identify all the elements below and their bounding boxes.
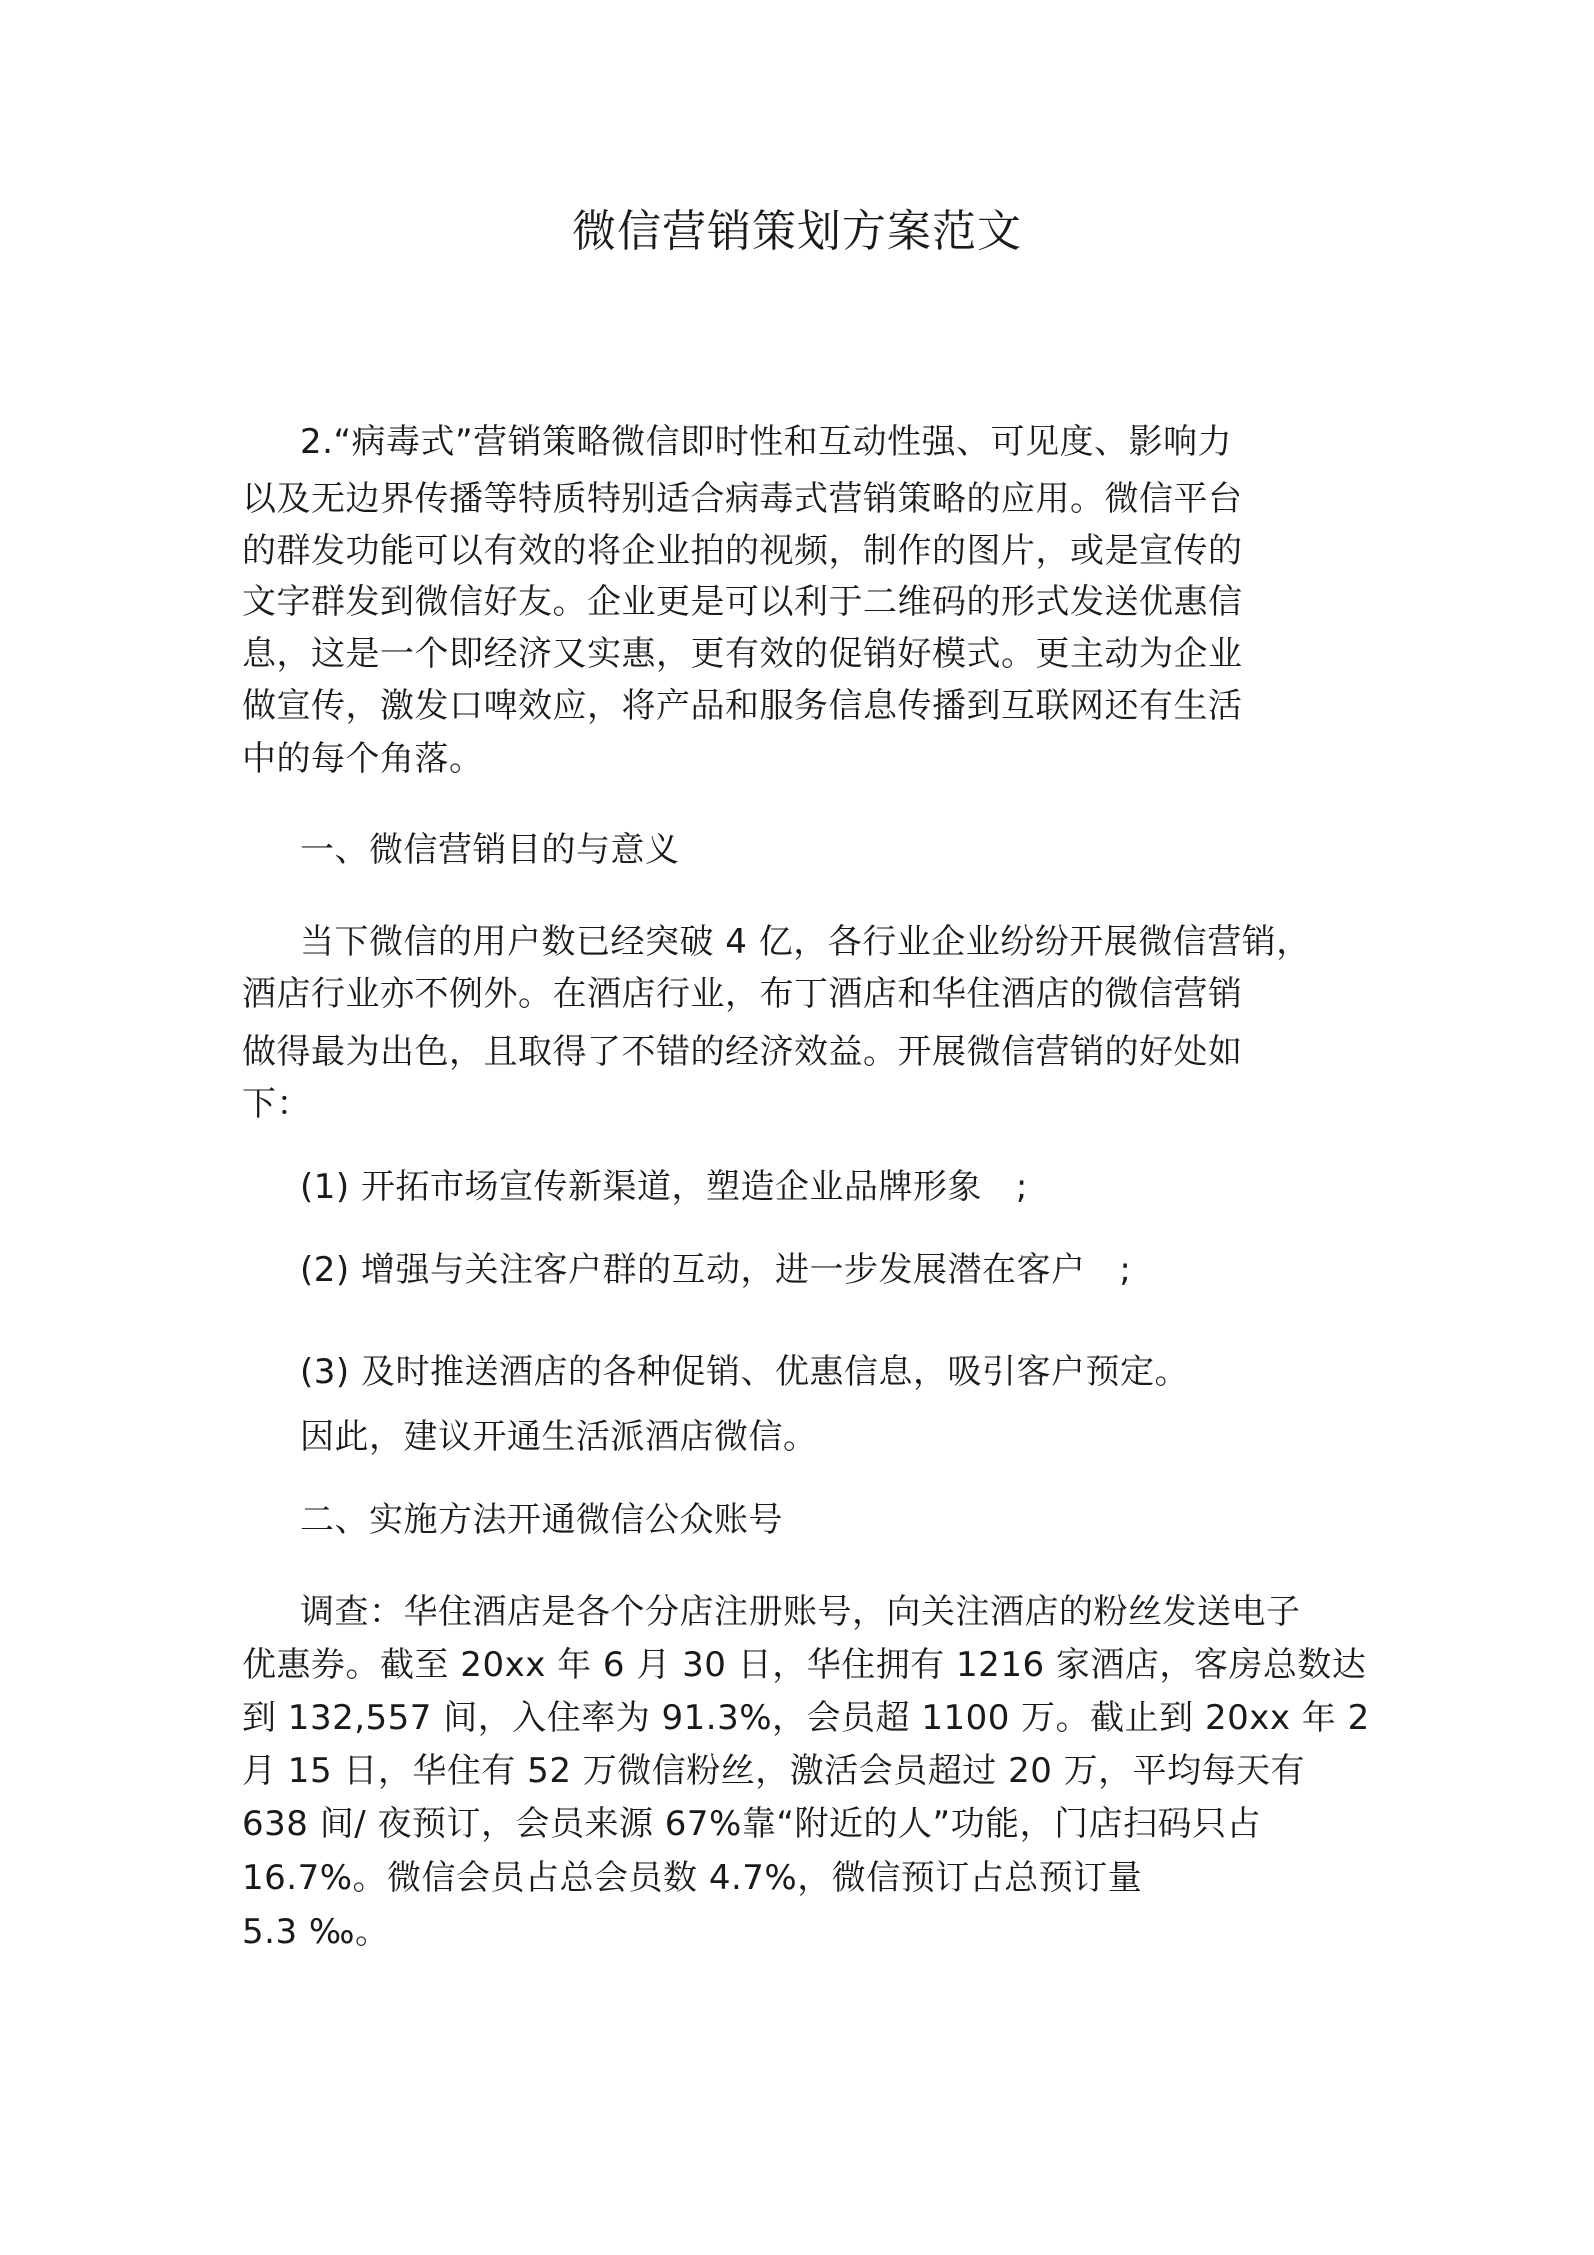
- paragraph-line: 以及无边界传播等特质特别适合病毒式营销策略的应用。微信平台: [242, 479, 1243, 519]
- paragraph-line: 的群发功能可以有效的将企业拍的视频，制作的图片，或是宣传的: [242, 531, 1243, 571]
- paragraph-line: 中的每个角落。: [242, 739, 484, 779]
- list-item: (3) 及时推送酒店的各种促销、优惠信息，吸引客户预定。: [300, 1352, 1189, 1392]
- paragraph-line: 5.3 ‰。: [242, 1912, 390, 1952]
- paragraph-line: 做宣传，激发口啤效应，将产品和服务信息传播到互联网还有生活: [242, 686, 1243, 726]
- paragraph-line: 做得最为出色，且取得了不错的经济效益。开展微信营销的好处如: [242, 1032, 1243, 1072]
- paragraph-line: 优惠券。截至 20xx 年 6 月 30 日，华住拥有 1216 家酒店，客房总数达: [242, 1645, 1367, 1685]
- paragraph-line: 因此，建议开通生活派酒店微信。: [300, 1417, 818, 1457]
- document-title: 微信营销策划方案范文: [572, 206, 1022, 257]
- paragraph-line: 下：: [242, 1084, 311, 1124]
- paragraph-line: 调查：华住酒店是各个分店注册账号，向关注酒店的粉丝发送电子: [300, 1592, 1301, 1632]
- list-item: (2) 增强与关注客户群的互动，进一步发展潜在客户 ;: [300, 1250, 1132, 1290]
- paragraph-line: 月 15 日，华住有 52 万微信粉丝，激活会员超过 20 万，平均每天有: [242, 1751, 1306, 1791]
- paragraph-line: 16.7%。微信会员占总会员数 4.7%，微信预订占总预订量: [242, 1858, 1143, 1898]
- paragraph-line: 息，这是一个即经济又实惠，更有效的促销好模式。更主动为企业: [242, 634, 1243, 674]
- list-item: (1) 开拓市场宣传新渠道，塑造企业品牌形象 ;: [300, 1167, 1028, 1207]
- paragraph-line: 638 间/ 夜预订，会员来源 67%靠“附近的人”功能，门店扫码只占: [242, 1804, 1262, 1844]
- section-heading: 一、微信营销目的与意义: [300, 830, 680, 870]
- section-heading: 二、实施方法开通微信公众账号: [300, 1500, 783, 1540]
- paragraph-line: 到 132,557 间，入住率为 91.3%，会员超 1100 万。截止到 20xx 年 2: [242, 1698, 1370, 1738]
- paragraph-line: 当下微信的用户数已经突破 4 亿，各行业企业纷纷开展微信营销，: [300, 922, 1311, 962]
- paragraph-line: 2.“病毒式”营销策略微信即时性和互动性强、可见度、影响力: [300, 422, 1233, 462]
- paragraph-line: 文字群发到微信好友。企业更是可以利于二维码的形式发送优惠信: [242, 582, 1243, 622]
- paragraph-line: 酒店行业亦不例外。在酒店行业，布丁酒店和华住酒店的微信营销: [242, 974, 1243, 1014]
